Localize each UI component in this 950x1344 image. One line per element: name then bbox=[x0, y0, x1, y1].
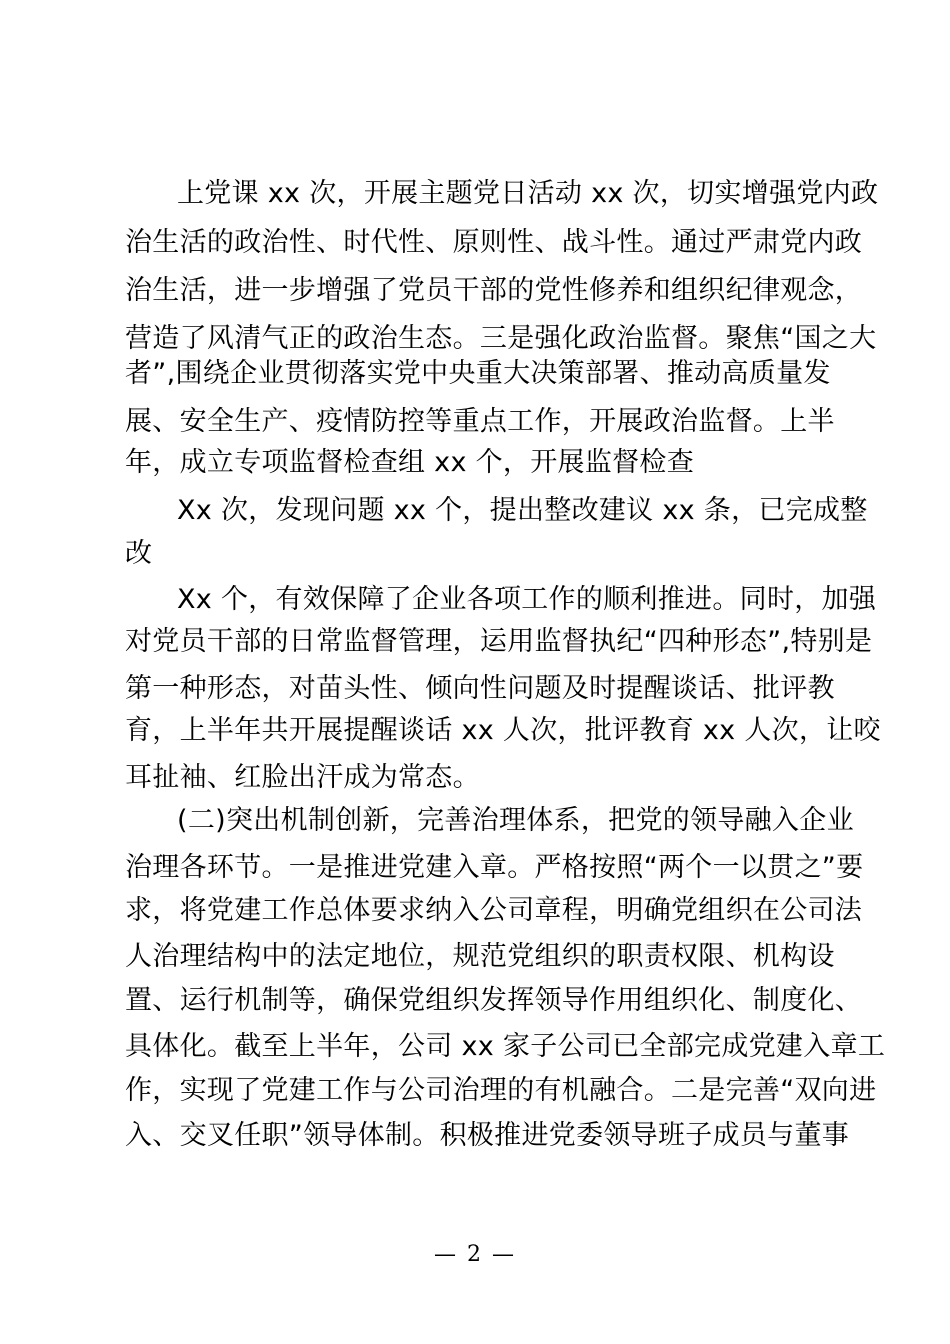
text-line: 治生活，进一步增强了党员干部的党性修养和组织纪律观念， bbox=[125, 275, 863, 306]
text-line: 求，将党建工作总体要求纳入公司章程，明确党组织在公司法 bbox=[125, 895, 863, 926]
text-line: 置、运行机制等，确保党组织发挥领导作用组织化、制度化、 bbox=[125, 985, 863, 1016]
text-line: 上党课 xx 次，开展主题党日活动 xx 次，切实增强党内政 bbox=[177, 178, 879, 209]
text-line: 具体化。截至上半年，公司 xx 家子公司已全部完成党建入章工 bbox=[125, 1031, 886, 1062]
text-line: 年，成立专项监督检查组 xx 个，开展监督检查 bbox=[125, 447, 695, 478]
text-line: 治生活的政治性、时代性、原则性、战斗性。通过严肃党内政 bbox=[125, 227, 863, 258]
text-line: 治理各环节。一是推进党建入章。严格按照“两个一以贯之”要 bbox=[125, 852, 864, 883]
text-line: 入、交叉任职”领导体制。积极推进党委领导班子成员与董事 bbox=[125, 1120, 850, 1151]
text-line: 作，实现了党建工作与公司治理的有机融合。二是完善“双向进 bbox=[125, 1075, 877, 1106]
text-line: 耳扯袖、红脸出汗成为常态。 bbox=[125, 762, 480, 793]
text-line: 营造了风清气正的政治生态。三是强化政治监督。聚焦“国之大 bbox=[125, 323, 877, 354]
text-line: 改 bbox=[125, 538, 153, 569]
page-number: — 2 — bbox=[434, 1242, 516, 1267]
text-line: Xx 个，有效保障了企业各项工作的顺利推进。同时，加强 bbox=[177, 584, 877, 615]
text-line: 第一种形态，对苗头性、倾向性问题及时提醒谈话、批评教 bbox=[125, 673, 835, 704]
text-line: (二)突出机制创新，完善治理体系，把党的领导融入企业 bbox=[177, 805, 854, 836]
text-line: 者”,围绕企业贯彻落实党中央重大决策部署、推动高质量发 bbox=[125, 358, 831, 389]
text-line: 人治理结构中的法定地位，规范党组织的职责权限、机构设 bbox=[125, 941, 835, 972]
text-line: 展、安全生产、疫情防控等重点工作，开展政治监督。上半 bbox=[125, 406, 835, 437]
text-line: 育，上半年共开展提醒谈话 xx 人次，批评教育 xx 人次，让咬 bbox=[125, 715, 881, 746]
text-line: 对党员干部的日常监督管理，运用监督执纪“四种形态”,特别是 bbox=[125, 626, 873, 657]
text-line: Xx 次，发现问题 xx 个，提出整改建议 xx 条，已完成整 bbox=[177, 495, 868, 526]
